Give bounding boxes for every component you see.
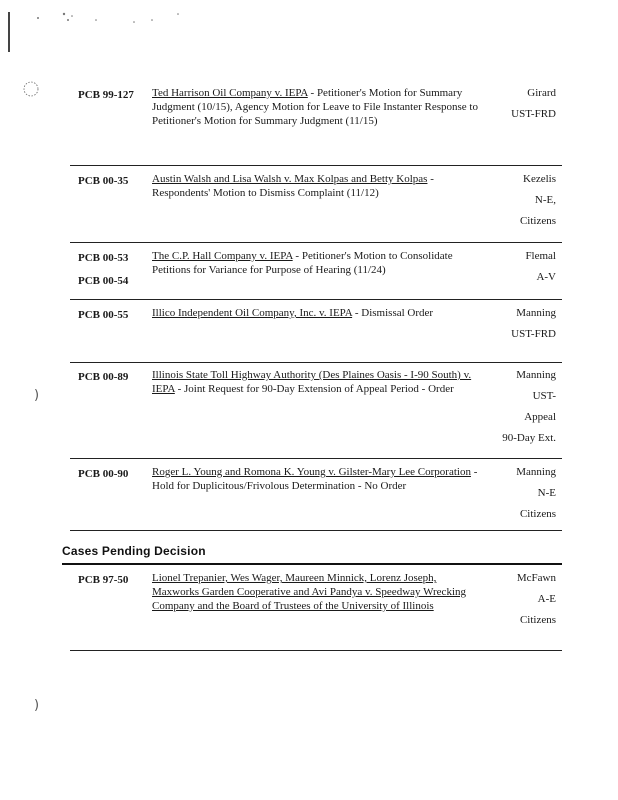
case-description: [152, 86, 480, 128]
case-parties: Lionel Trepanier, Wes Wager, Maureen Minnick, Lorenz Joseph, Maxworks Garden Cooperative and Avi Pandya v. Speedway Wrecking Company and the Board of Trustees of the University of Illinois: [152, 572, 466, 612]
case-type: Citizens: [519, 508, 556, 520]
case-type: UST-FRD: [511, 328, 556, 340]
case-board-member: Girard: [527, 87, 556, 99]
case-meta: [478, 172, 556, 235]
case-divider: [70, 299, 562, 300]
case-number: PCB 00-90: [78, 468, 129, 480]
case-action: - Hold for Duplicitous/Frivolous Determination - No Order: [152, 466, 478, 492]
case-board-member: Flemal: [525, 250, 556, 262]
case-number-group: [78, 172, 152, 195]
case-board-member: McFawn: [516, 572, 556, 584]
punch-hole-mark: [22, 80, 40, 98]
case-meta: [478, 86, 556, 128]
case-number-group: [78, 86, 152, 109]
case-number-group: [78, 465, 152, 488]
case-meta: [478, 306, 556, 348]
case-type: UST-: [532, 390, 556, 402]
case-divider: [70, 165, 562, 166]
case-description: [152, 306, 480, 320]
case-number: PCB 00-54: [78, 275, 129, 287]
case-number-group: [78, 249, 152, 295]
case-divider: [70, 530, 562, 531]
case-description: [152, 368, 480, 396]
case-type: Appeal: [524, 411, 556, 423]
case-description: [152, 465, 480, 493]
case-type: UST-FRD: [511, 108, 556, 120]
case-number-group: [78, 571, 152, 594]
case-action: - Respondents' Motion to Dismiss Complaint (11/12): [152, 173, 434, 199]
section-heading: Cases Pending Decision: [62, 544, 206, 558]
case-type: N-E: [537, 487, 556, 499]
case-number-group: [78, 368, 152, 391]
case-meta: [478, 571, 556, 634]
case-description: [152, 571, 480, 613]
case-number-group: [78, 306, 152, 329]
case-number: PCB 00-89: [78, 371, 129, 383]
case-board-member: Manning: [516, 369, 556, 381]
case-number: PCB 99-127: [78, 89, 134, 101]
case-action: - Petitioner's Motion to Consolidate Petitions for Variance for Purpose of Hearing (11/24): [152, 250, 453, 276]
section-rule: [62, 563, 562, 565]
case-meta: [478, 249, 556, 291]
case-type: A-V: [536, 271, 556, 283]
case-board-member: Manning: [516, 307, 556, 319]
case-number: PCB 97-50: [78, 574, 129, 586]
case-parties: Austin Walsh and Lisa Walsh v. Max Kolpas and Betty Kolpas: [152, 173, 428, 185]
case-meta: [478, 368, 556, 452]
case-type: N-E,: [534, 194, 556, 206]
scan-bracket-mark: ): [34, 698, 40, 713]
case-parties: Roger L. Young and Romona K. Young v. Gilster-Mary Lee Corporation: [152, 466, 471, 478]
case-parties: Illinois State Toll Highway Authority (Des Plaines Oasis - I-90 South) v. IEPA: [152, 369, 472, 395]
case-description: [152, 249, 480, 277]
case-type: A-E: [537, 593, 556, 605]
case-divider: [70, 362, 562, 363]
case-type: 90-Day Ext.: [502, 432, 556, 444]
scan-bracket-mark: ): [34, 388, 40, 403]
case-divider: [70, 242, 562, 243]
case-number: PCB 00-35: [78, 175, 129, 187]
case-divider: [70, 458, 562, 459]
case-action: - Dismissal Order: [352, 307, 434, 319]
case-type: Citizens: [519, 614, 556, 626]
case-meta: [478, 465, 556, 528]
case-action: - Joint Request for 90-Day Extension of Appeal Period - Order: [174, 383, 454, 395]
case-parties: Illico Independent Oil Company, Inc. v. IEPA: [152, 307, 353, 319]
case-parties: The C.P. Hall Company v. IEPA: [152, 250, 293, 262]
scan-margin-mark: [8, 12, 10, 52]
case-divider: [70, 650, 562, 651]
case-board-member: Manning: [516, 466, 556, 478]
case-board-member: Kezelis: [523, 173, 556, 185]
case-number: PCB 00-53: [78, 252, 129, 264]
scan-speckle-mark: [34, 8, 184, 26]
case-description: [152, 172, 480, 200]
case-type: Citizens: [519, 215, 556, 227]
case-number: PCB 00-55: [78, 309, 129, 321]
case-parties: Ted Harrison Oil Company v. IEPA: [152, 87, 308, 99]
case-action: - Petitioner's Motion for Summary Judgment (10/15), Agency Motion for Leave to File Instanter Response to Petitioner's Motion for Summary Judgment (11/15): [152, 87, 478, 127]
